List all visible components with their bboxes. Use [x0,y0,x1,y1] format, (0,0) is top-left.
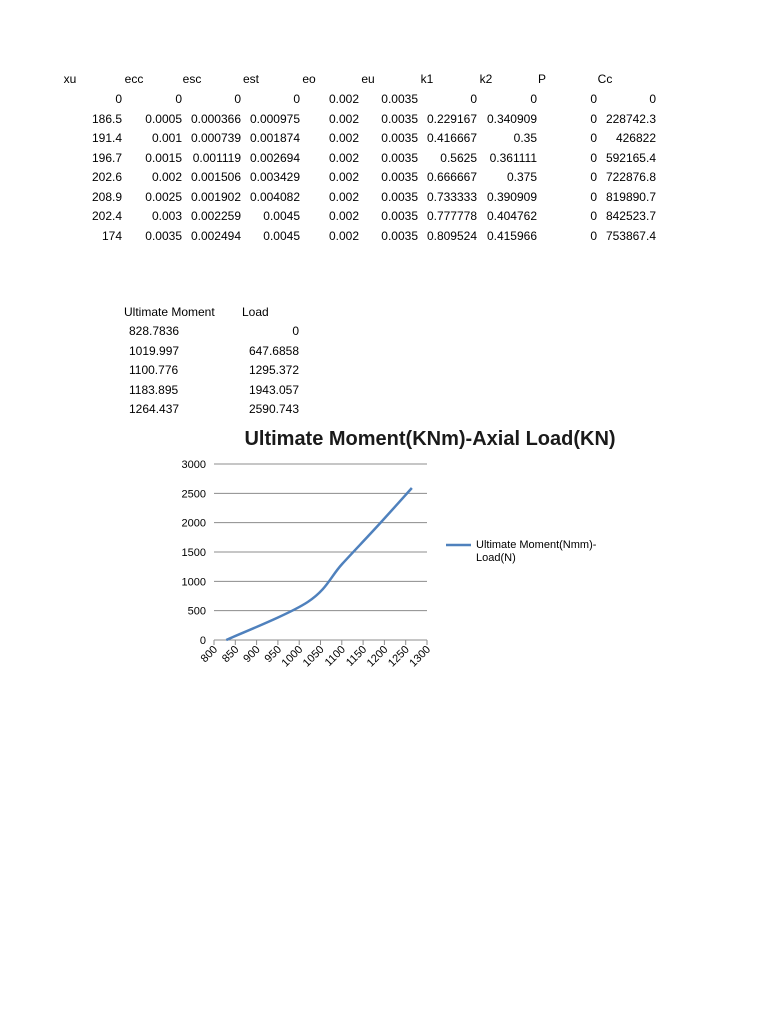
table-cell: 0.000739 [190,131,241,145]
table-cell: 228742.3 [605,111,656,126]
x-tick-label: 900 [241,643,263,666]
y-tick-label: 3000 [181,459,206,471]
moment-table-header-load: Load [242,305,269,319]
table-cell: 0.000975 [249,111,300,126]
table-cell: 0.361111 [489,150,537,165]
table-cell: 0.0035 [381,92,418,106]
table-cell: 0.0045 [263,228,300,243]
x-tick-label: 850 [219,643,242,666]
table-cell: 842523.7 [605,209,656,223]
table-header-eu: eu [361,72,375,86]
table-cell: 0.002 [328,131,359,145]
table-cell: 0.0045 [263,209,300,223]
table-cell: 0.5625 [440,150,477,165]
y-tick-label: 1500 [181,547,206,559]
table-cell: 0.0035 [381,189,418,204]
table-cell: 196.7 [91,150,122,165]
table-cell: 174 [101,228,122,243]
x-tick-label: 1100 [322,643,348,669]
table-cell: 426822 [615,131,656,145]
table-cell: 0 [649,92,656,106]
table-cell: 0.416667 [426,131,477,145]
x-tick-label: 1200 [364,643,391,670]
moment-table-cell: 828.7836 [129,324,180,338]
table-cell: 0.002 [328,228,359,243]
moment-table-cell: 1295.372 [248,363,299,377]
table-cell: 0 [175,92,182,106]
x-tick-label: 1000 [279,643,306,670]
table-cell: 0.390909 [486,189,537,204]
moment-table-cell: 1183.895 [129,382,179,397]
x-tick-label: 950 [262,643,285,666]
table-cell: 0.0015 [145,150,182,165]
y-tick-label: 2000 [181,517,206,530]
table-cell: 0.000366 [190,111,241,126]
table-cell: 0.0025 [145,189,182,204]
table-cell: 0.001874 [249,131,300,145]
series-line [226,488,412,640]
table-cell: 0.002 [328,150,359,165]
table-cell: 0.415966 [486,228,537,243]
table-cell: 0.229167 [426,111,477,126]
moment-table-cell: 1100.776 [129,363,179,377]
table-cell: 0 [590,92,597,106]
table-cell: 0.002 [328,170,359,184]
table-cell: 0.001506 [190,170,241,184]
table-cell: 0 [590,189,597,204]
table-cell: 0.0035 [381,228,418,243]
table-cell: 202.4 [91,209,122,223]
table-cell: 0.0035 [381,170,418,184]
table-cell: 0 [590,111,597,126]
table-cell: 0.0035 [381,209,418,223]
moment-table-cell: 1264.437 [129,402,180,416]
x-tick-label: 1250 [386,643,412,670]
table-header-xu: xu [63,72,77,86]
y-tick-label: 2500 [181,488,206,501]
table-header-est: est [242,72,259,86]
table-cell: 202.6 [91,170,122,184]
legend-label-continued: Load(N) [476,552,516,564]
table-cell: 0.404762 [486,209,537,223]
table-cell: 191.4 [91,131,122,145]
table-cell: 0.004082 [249,189,300,204]
table-cell: 722876.8 [605,170,656,184]
table-cell: 0.35 [513,131,537,145]
table-header-ecc: ecc [124,72,144,86]
table-cell: 0.002 [328,92,359,106]
x-tick-label: 1150 [344,643,370,669]
table-cell: 0.375 [506,170,537,184]
table-cell: 0.001 [151,131,182,145]
table-header-k2: k2 [479,72,493,86]
table-cell: 0.002 [151,170,182,184]
y-tick-label: 1000 [181,576,206,589]
moment-table-cell: 647.6858 [248,343,299,358]
table-cell: 0.002 [328,209,359,223]
table-cell: 0 [293,92,300,106]
table-cell: 0.002494 [190,228,241,243]
table-cell: 0.001902 [190,189,241,204]
x-tick-label: 1300 [407,643,434,670]
table-cell: 208.9 [91,189,122,204]
chart-title: Ultimate Moment(KNm)-Axial Load(KN) [244,428,616,450]
y-tick-label: 500 [187,605,206,618]
table-cell: 0.001119 [192,150,241,165]
table-cell: 0 [590,170,597,184]
table-cell: 0.003429 [249,170,300,184]
table-cell: 0.340909 [486,111,537,126]
table-cell: 0 [470,92,477,106]
table-cell: 0.666667 [426,170,477,184]
table-header-p: P [537,72,546,86]
table-cell: 0 [590,228,597,243]
table-cell: 0.002 [328,189,359,204]
table-cell: 819890.7 [605,189,656,204]
table-cell: 0 [115,92,122,106]
table-cell: 0.0005 [145,111,182,126]
table-cell: 0.0035 [145,228,182,243]
table-cell: 0.777778 [426,209,477,223]
table-cell: 753867.4 [605,228,656,243]
x-tick-label: 800 [198,643,221,666]
table-cell: 0.0035 [381,131,418,145]
moment-table-cell: 1943.057 [248,382,299,397]
table-cell: 0.002259 [190,209,241,223]
table-header-esc: esc [182,72,202,86]
moment-table-cell: 1019.997 [129,343,180,358]
table-cell: 0.733333 [426,189,477,204]
table-cell: 0.002 [328,111,359,126]
table-cell: 592165.4 [605,150,656,165]
table-cell: 0.0035 [381,111,418,126]
moment-table-cell: 0 [292,324,299,338]
table-cell: 186.5 [91,111,122,126]
x-tick-label: 1050 [300,643,327,670]
table-cell: 0 [590,150,597,165]
legend-label: Ultimate Moment(Nmm)- [476,539,597,551]
y-tick-label: 0 [199,635,206,647]
moment-table-header-ultimate-moment: Ultimate Moment [124,305,215,319]
table-cell: 0.002694 [249,150,300,165]
table-cell: 0.809524 [426,228,477,243]
table-cell: 0 [234,92,241,106]
table-cell: 0 [590,209,597,223]
table-header-eo: eo [302,72,316,86]
table-cell: 0.0035 [381,150,418,165]
table-cell: 0 [530,92,537,106]
table-header-k1: k1 [420,72,434,86]
table-cell: 0 [590,131,597,145]
moment-table-cell: 2590.743 [248,402,299,416]
table-header-cc: Cc [597,72,613,86]
table-cell: 0.003 [151,209,182,223]
